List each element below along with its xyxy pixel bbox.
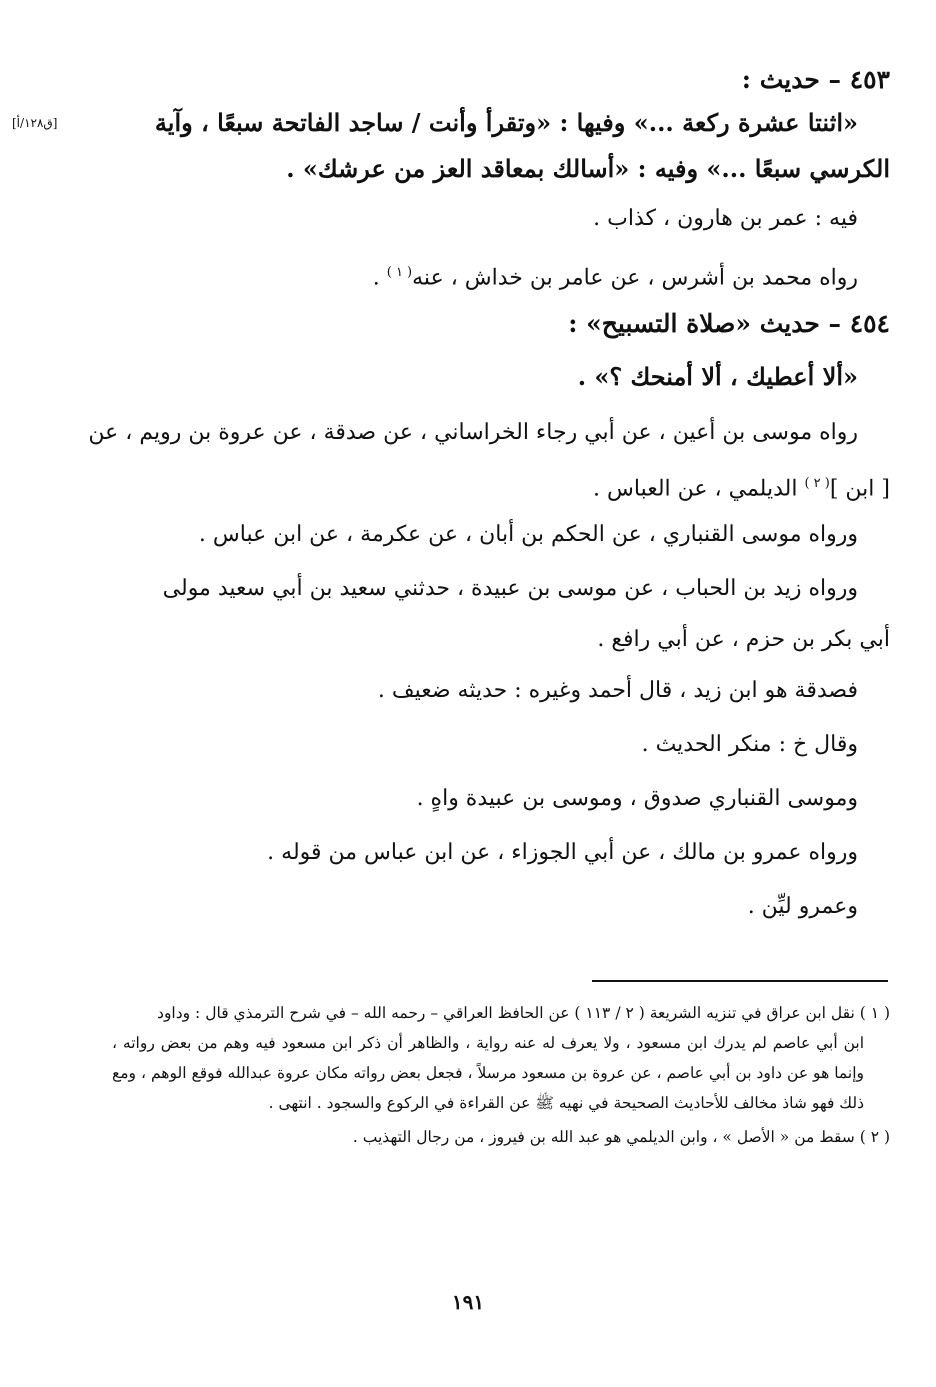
footnote-1-continuation: ابن أبي عاصم لم يدرك ابن مسعود ، ولا يعرف له عنه رواية ، والظاهر أن ذكر ابن مسعود فيه وهم من بعض رواته ، وإنما هو عن داود بن أبي عاصم ، عن عروة بن مسعود مرسلاً ، فجعل بعض رواته مكان عروة عبدالله فوقع الوهم ، ومع ذلك فهو شاذ مخالف للأحاديث الصحيحة في نهيه ﷺ عن القراءة في الركوع والسجود . انتهى . xyxy=(112,1034,864,1112)
footnote-2: ( ٢ ) سقط من « الأصل » ، وابن الديلمي هو عبد الله بن فيروز ، من رجال التهذيب . xyxy=(352,1128,890,1146)
hadith-454-chain2: ورواه موسى القنباري ، عن الحكم بن أبان ، عن عكرمة ، عن ابن عباس . xyxy=(198,522,858,547)
hadith-453-chain xyxy=(112,246,890,300)
hadith-453-title: ٤٥٣ – حديث : xyxy=(741,65,890,94)
hadith-454-grading-amr: وعمرو ليِّن . xyxy=(747,894,858,919)
hadith-453-chain-text: رواه محمد بن أشرس ، عن عامر بن خداش ، عنه xyxy=(412,265,858,291)
main-text xyxy=(12,60,890,934)
hadith-454-chain3-line2: أبي بكر بن حزم ، عن أبي رافع . xyxy=(597,627,890,652)
hadith-454-chain1-end: الديلمي ، عن العباس . xyxy=(593,476,805,502)
hadith-454-chain1-line1: رواه موسى بن أعين ، عن أبي رجاء الخراساني ، عن صدقة ، عن عروة بن رويم ، عن xyxy=(88,420,858,445)
hadith-454-chain4: ورواه عمرو بن مالك ، عن أبي الجوزاء ، عن ابن عباس من قوله . xyxy=(267,840,858,865)
hadith-454-grading-sadaqa: فصدقة هو ابن زيد ، قال أحمد وغيره : حديثه ضعيف . xyxy=(377,678,858,703)
hadith-453-narrator-note: فيه : عمر بن هارون ، كذاب . xyxy=(593,206,858,231)
hadith-454-text: «ألا أعطيك ، ألا أمنحك ؟» . xyxy=(577,362,858,391)
footnote-divider xyxy=(592,980,888,982)
page-number: ١٩١ xyxy=(451,1290,485,1314)
hadith-454-chain1-bracket: [ ابن ] xyxy=(829,476,890,502)
footnote-ref-2[interactable]: ( ٢ ) xyxy=(804,476,830,491)
hadith-454-grading-bukhari: وقال خ : منكر الحديث . xyxy=(641,732,858,757)
footnote-1-first-line: ( ١ ) نقل ابن عراق في تنزيه الشريعة ( ٢ / ١١٣ ) عن الحافظ العراقي – رحمه الله – في شرح الترمذي قال : وداود xyxy=(157,1004,890,1022)
hadith-453-chain-end: . xyxy=(372,265,387,291)
manuscript-folio-ref: [ق١٢٨/أ] xyxy=(12,116,58,130)
hadith-454-grading-musa: وموسى القنباري صدوق ، وموسى بن عبيدة واهٍ . xyxy=(416,786,858,811)
hadith-453-text-part1: «اثنتا عشرة ركعة ...» وفيها : «وتقرأ وأنت / ساجد الفاتحة سبعًا ، وآية xyxy=(154,108,858,137)
hadith-453-text-line2: الكرسي سبعًا ...» وفيه : «أسالك بمعاقد العز من عرشك» . xyxy=(286,154,890,183)
footnote-1 xyxy=(112,998,890,1118)
footnote-ref-1[interactable]: ( ١ ) xyxy=(386,265,413,280)
footnotes xyxy=(112,998,890,1152)
hadith-454-title: ٤٥٤ – حديث «صلاة التسبيح» : xyxy=(568,309,890,338)
hadith-453-text-line1 xyxy=(12,100,890,146)
hadith-454-chain3-line1: ورواه زيد بن الحباب ، عن موسى بن عبيدة ، حدثني سعيد بن أبي سعيد مولى xyxy=(162,576,858,601)
hadith-454-chain1-line2 xyxy=(112,460,890,508)
